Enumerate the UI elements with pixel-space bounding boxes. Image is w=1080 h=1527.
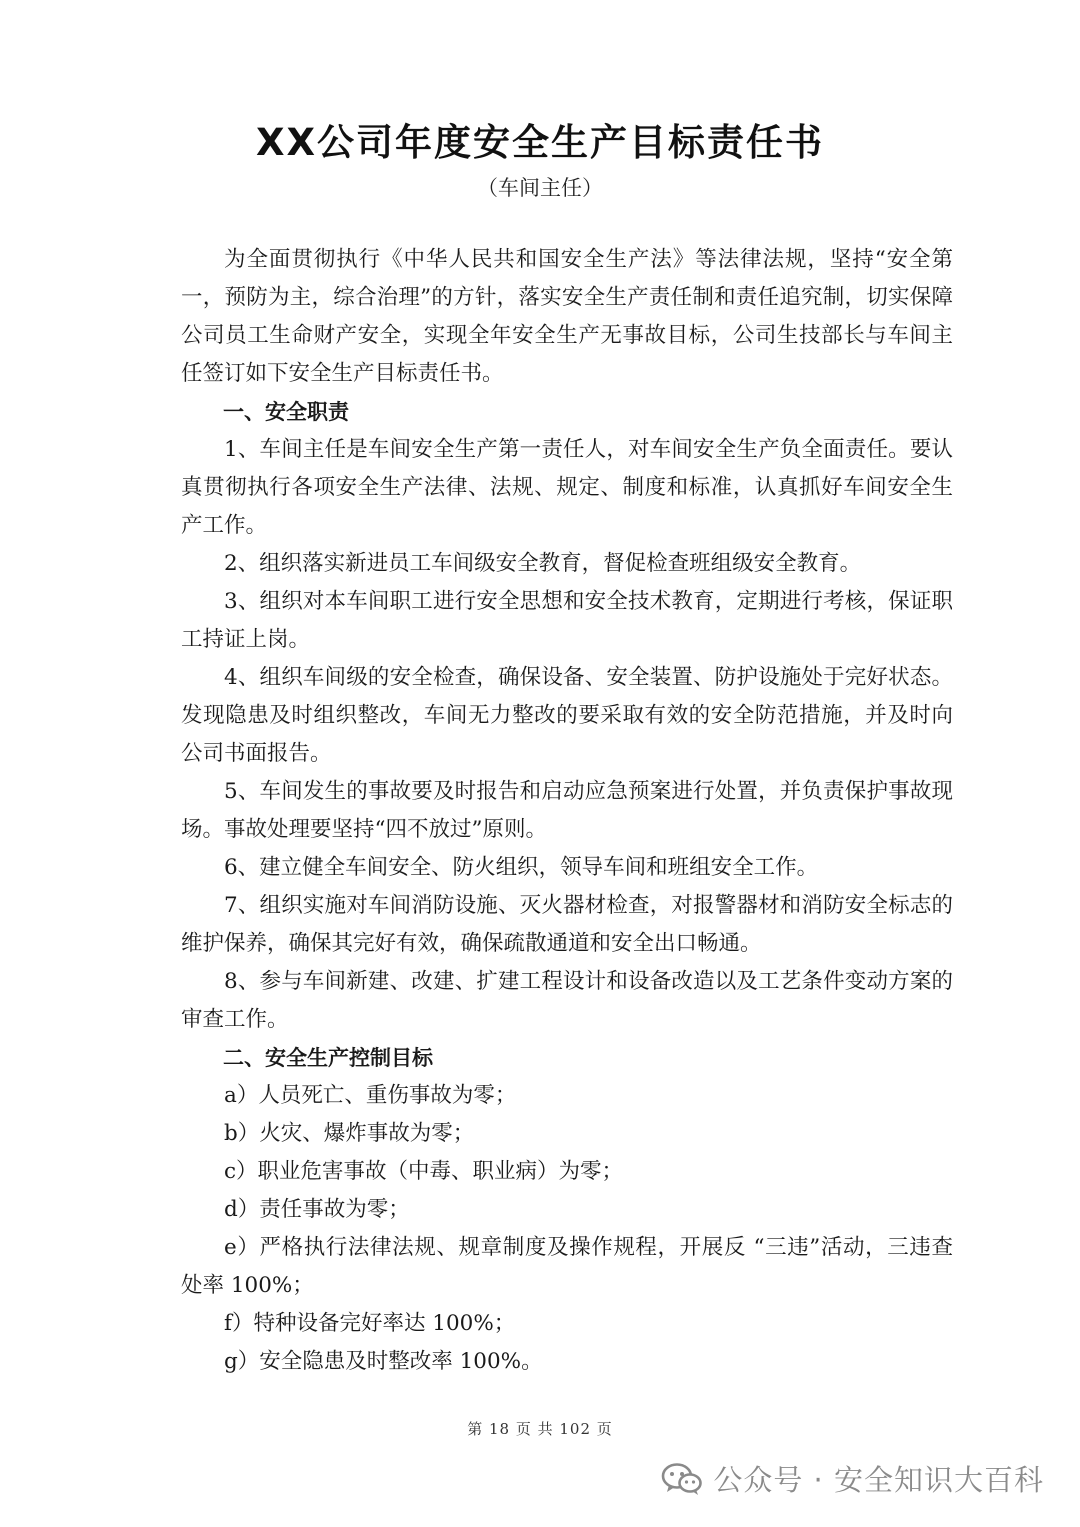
wechat-icon <box>661 1461 703 1497</box>
target-item-f: f）特种设备完好率达 100%； <box>224 1311 516 1336</box>
duty-item-2: 2、组织落实新进员工车间级安全教育，督促检查班组级安全教育。 <box>224 551 862 576</box>
target-item-d: d）责任事故为零； <box>224 1197 410 1222</box>
duty-item-7: 7、组织实施对车间消防设施、灭火器材检查，对报警器材和消防安全标志的维护保养，确保其完好有效，确保疏散通道和安全出口畅通。 <box>181 893 953 956</box>
duty-item-6: 6、建立健全车间安全、防火组织，领导车间和班组安全工作。 <box>224 855 819 880</box>
page-footer: 第 18 页 共 102 页 <box>467 1420 613 1438</box>
target-item-a: a）人员死亡、重伤事故为零； <box>224 1083 517 1108</box>
duty-item-1: 1、车间主任是车间安全生产第一责任人，对车间安全生产负全面责任。要认真贯彻执行各项安全生产法律、法规、规定、制度和标准，认真抓好车间安全生产工作。 <box>181 437 953 538</box>
watermark-text: 公众号 · 安全知识大百科 <box>713 1463 1044 1497</box>
document-body <box>181 241 953 1381</box>
target-item-e: e）严格执行法律法规、规章制度及操作规程，开展反 “三违”活动，三违查处率 100%； <box>181 1235 953 1298</box>
watermark <box>661 1458 1044 1499</box>
duty-item-8: 8、参与车间新建、改建、扩建工程设计和设备改造以及工艺条件变动方案的审查工作。 <box>181 969 953 1032</box>
target-item-b: b）火灾、爆炸事故为零； <box>224 1121 475 1146</box>
duty-item-3: 3、组织对本车间职工进行安全思想和安全技术教育，定期进行考核，保证职工持证上岗。 <box>181 589 953 652</box>
section-heading-duties: 一、安全职责 <box>223 400 349 424</box>
intro-paragraph: 为全面贯彻执行《中华人民共和国安全生产法》等法律法规，坚持“安全第一，预防为主，综合治理”的方针，落实安全生产责任制和责任追究制，切实保障公司员工生命财产安全，实现全年安全生产无事故目标，公司生技部长与车间主任签订如下安全生产目标责任书。 <box>181 247 953 386</box>
target-item-c: c）职业危害事故（中毒、职业病）为零； <box>224 1159 624 1184</box>
duty-item-5: 5、车间发生的事故要及时报告和启动应急预案进行处置，并负责保护事故现场。事故处理要坚持“四不放过”原则。 <box>181 779 953 842</box>
section-heading-targets: 二、安全生产控制目标 <box>223 1046 433 1070</box>
duty-item-4: 4、组织车间级的安全检查，确保设备、安全装置、防护设施处于完好状态。发现隐患及时组织整改，车间无力整改的要采取有效的安全防范措施，并及时向公司书面报告。 <box>181 665 953 766</box>
document-title: XX公司年度安全生产目标责任书 <box>255 121 825 164</box>
document-subtitle: （车间主任） <box>477 176 603 200</box>
target-item-g: g）安全隐患及时整改率 100%。 <box>224 1349 543 1374</box>
